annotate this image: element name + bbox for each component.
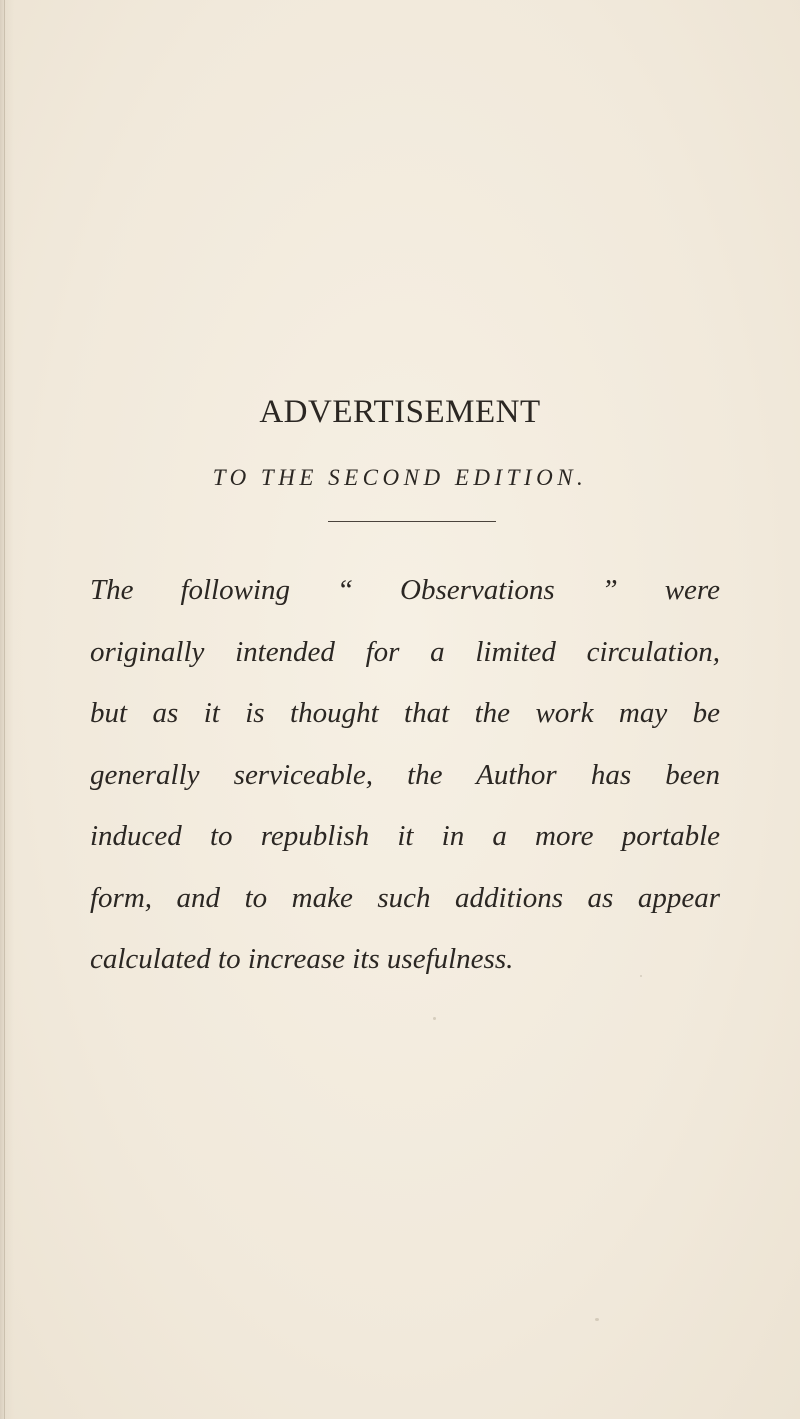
page-subtitle: TO THE SECOND EDITION.: [212, 465, 588, 490]
paragraph-line: form, and to make such additions as appear: [90, 881, 720, 914]
paragraph-line: originally intended for a limited circulation,: [90, 635, 720, 668]
page-gutter-shadow: [0, 0, 14, 1419]
paragraph-line: generally serviceable, the Author has been: [90, 758, 720, 791]
paper-speck: [595, 1318, 599, 1321]
paragraph-line: but as it is thought that the work may be: [90, 697, 720, 729]
paragraph-line: The following “ Observations ” were: [90, 574, 720, 606]
paper-speck: [640, 975, 642, 977]
paper-speck: [433, 1017, 436, 1020]
paragraph-line: induced to republish it in a more portable: [90, 820, 720, 852]
advertisement-paragraph: [90, 560, 720, 991]
page-edge-line: [4, 0, 5, 1419]
paragraph-line: calculated to increase its usefulness.: [90, 943, 514, 975]
title-divider-rule: [328, 521, 496, 522]
page-title: ADVERTISEMENT: [259, 394, 541, 430]
